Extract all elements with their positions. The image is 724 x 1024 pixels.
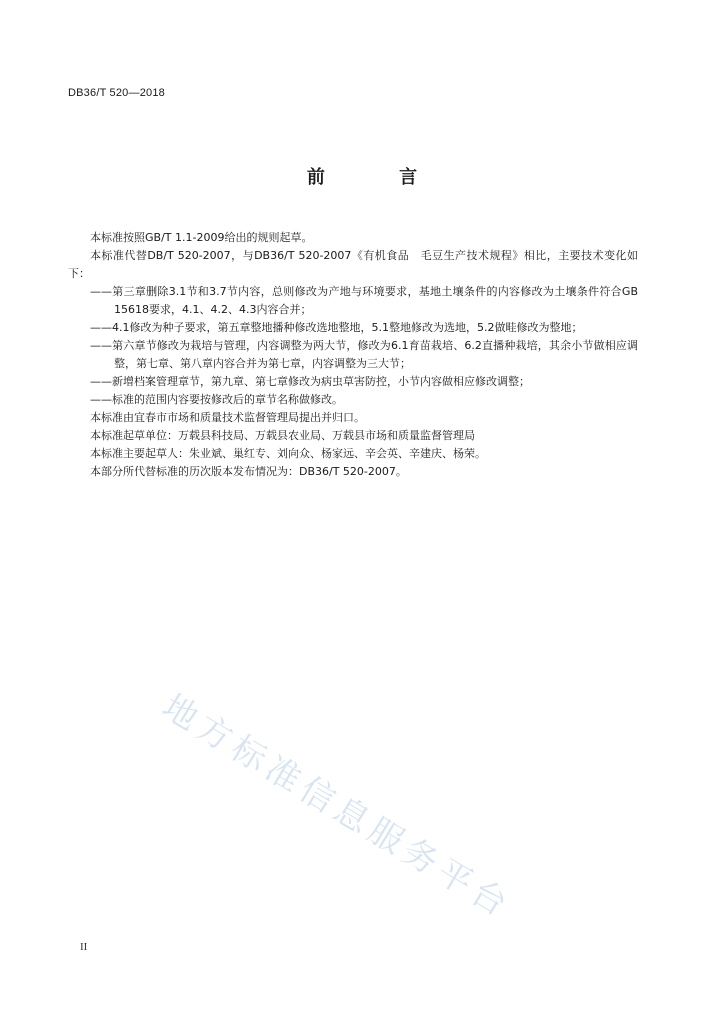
page-title: 前 言 xyxy=(306,167,452,188)
paragraph-drafting-rule: 本标准按照GB/T 1.1-2009给出的规则起草。 xyxy=(90,231,313,244)
paragraph-version-history: 本部分所代替标准的历次版本发布情况为：DB36/T 520-2007。 xyxy=(90,465,407,478)
paragraph-drafters: 本标准主要起草人：朱业斌、巢红专、刘向众、杨家远、辛会英、辛建庆、杨荣。 xyxy=(90,447,486,460)
page-number: II xyxy=(80,941,88,953)
list-item: ——标准的范围内容要按修改后的章节名称做修改。 xyxy=(90,393,343,406)
list-item: ——第六章节修改为栽培与管理，内容调整为两大节，修改为6.1育苗栽培、6.2直播种栽培，其余小节做相应调整，第七章、第八章内容合并为第七章，内容调整为三大节； xyxy=(90,339,638,370)
paragraph-replacement: 本标准代替DB/T 520-2007，与DB36/T 520-2007《有机食品 毛豆生产技术规程》相比，主要技术变化如下： xyxy=(68,249,638,280)
document-code: DB36/T 520—2018 xyxy=(68,87,165,99)
list-item: ——4.1修改为种子要求，第五章整地播种修改选地整地，5.1整地修改为选地，5.2做畦修改为整地； xyxy=(90,321,583,334)
foreword-body xyxy=(68,229,638,481)
paragraph-proposer: 本标准由宜春市市场和质量技术监督管理局提出并归口。 xyxy=(90,411,365,424)
paragraph-drafting-units: 本标准起草单位：万载县科技局、万载县农业局、万载县市场和质量监督管理局 xyxy=(90,429,475,442)
list-item: ——新增档案管理章节，第九章、第七章修改为病虫草害防控，小节内容做相应修改调整； xyxy=(90,375,530,388)
list-item: ——第三章删除3.1节和3.7节内容，总则修改为产地与环境要求，基地土壤条件的内容修改为土壤条件符合GB 15618要求，4.1、4.2、4.3内容合并； xyxy=(90,285,638,316)
watermark: 地方标准信息服务平台 xyxy=(155,686,519,928)
